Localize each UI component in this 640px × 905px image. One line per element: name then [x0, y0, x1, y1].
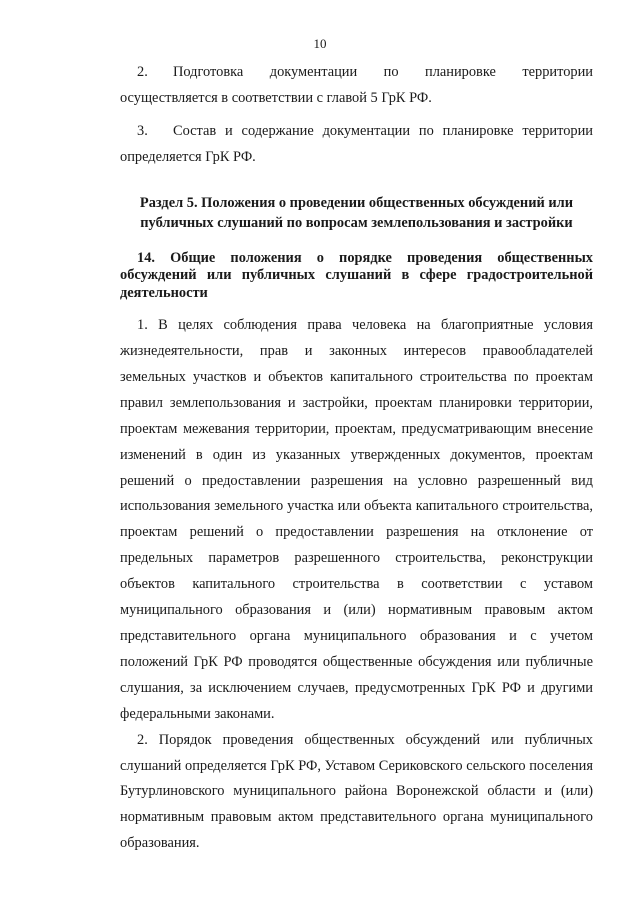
page-content — [120, 60, 593, 857]
section-heading — [120, 193, 593, 233]
subsection-heading: 14. Общие положения о порядке проведения общественных обсуждений или публичных слушаний в сфере градостроительной деятельности — [120, 249, 593, 301]
paragraph-1: 1. В целях соблюдения права человека на благоприятные условия жизнедеятельности, прав и законных интересов правообладателей земельных участков и объектов капитального строительства по проектам правил землепользования и застройки, проектам планировки территории, проектам межевания территории, проектам, предусматривающим внесение изменений в один из указанных утвержденных документов, проектам решений о предоставлении разрешения на условно разрешенный вид использования земельного участка или объекта капитального строительства, проектам решений о предоставлении разрешения на отклонение от предельных параметров разрешенного строительства, реконструкции объектов капитального строительства в соответствии с уставом муниципального образования и (или) нормативным правовым актом представительного органа муниципального образования и с учетом положений ГрК РФ проводятся общественные обсуждения или публичные слушания, за исключением случаев, предусмотренных ГрК РФ и другими федеральными законами. — [120, 317, 593, 722]
page-number: 10 — [313, 36, 327, 51]
section-heading-line-1: Раздел 5. Положения о проведении общественных обсуждений или — [139, 194, 574, 211]
list-item-3 — [120, 119, 593, 171]
list-item-number: 2. — [137, 64, 148, 80]
list-item-text: Состав и содержание документации по планировке территории определяется ГрК РФ. — [120, 122, 593, 165]
list-item-number: 3. — [137, 122, 148, 139]
section-heading-line-2: публичных слушаний по вопросам землепользования и застройки — [140, 214, 573, 231]
list-item-2 — [120, 60, 593, 112]
list-item-text: Подготовка документации по планировке территории осуществляется в соответствии с главой 5 ГрК РФ. — [120, 64, 593, 106]
paragraph-2: 2. Порядок проведения общественных обсуждений или публичных слушаний определяется ГрК РФ, Уставом Сериковского сельского поселения Бутурлиновского муниципального района Воронежской области и (или) нормативным правовым актом представительного органа муниципального образования. — [120, 731, 593, 852]
